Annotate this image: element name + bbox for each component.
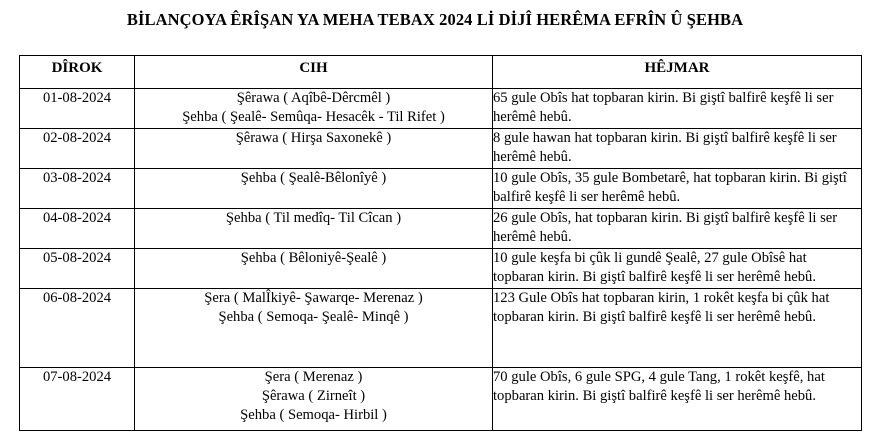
place-line: Şehba ( Bêloniyê-Şealê ) — [240, 250, 387, 266]
date-text: 07-08-2024 — [42, 369, 112, 385]
place-line: Şehba ( Şealê- Semûqa- Hesacêk - Til Rifet ) — [182, 109, 445, 125]
place-cell — [135, 89, 493, 129]
date-text: 06-08-2024 — [42, 290, 112, 306]
date-text: 04-08-2024 — [42, 210, 112, 226]
count-cell: 10 gule Obîs, 35 gule Bombetarê, hat topbaran kirin. Bi giştî balfirê keşfê li ser herêmê hebû. — [493, 169, 862, 209]
table-row — [20, 89, 862, 129]
count-cell: 65 gule Obîs hat topbaran kirin. Bi giştî balfirê keşfê li ser herêmê hebû. — [493, 89, 862, 129]
table-row — [20, 289, 862, 368]
place-cell — [135, 129, 493, 169]
place-cell — [135, 209, 493, 249]
header-date: DÎROK — [20, 56, 135, 89]
table-row — [20, 209, 862, 249]
place-line: Şêrawa ( Aqîbê-Dêrcmêl ) — [236, 90, 391, 106]
place-line: Şera ( Merenaz ) — [264, 369, 363, 385]
place-cell — [135, 368, 493, 431]
count-cell: 123 Gule Obîs hat topbaran kirin, 1 rokêt keşfa bi çûk hat topbaran kirin. Bi giştî balfirê keşfê li ser herêmê hebû. — [493, 289, 862, 368]
date-cell — [20, 129, 135, 169]
date-text: 05-08-2024 — [42, 250, 112, 266]
header-count: HÊJMAR — [493, 56, 862, 89]
table-row — [20, 169, 862, 209]
count-cell: 26 gule Obîs, hat topbaran kirin. Bi giştî balfirê keşfê li ser herêmê hebû. — [493, 209, 862, 249]
date-cell — [20, 289, 135, 368]
place-line: Şehba ( Semoqa- Şealê- Minqê ) — [218, 309, 409, 325]
date-text: 02-08-2024 — [42, 130, 112, 146]
count-cell: 10 gule keşfa bi çûk li gundê Şealê, 27 gule Obîsê hat topbaran kirin. Bi giştî balfirê keşfê li ser herêmê hebû. — [493, 249, 862, 289]
date-cell — [20, 249, 135, 289]
place-line: Şêrawa ( Zirneît ) — [261, 388, 366, 404]
report-table — [19, 55, 862, 431]
place-line: Şêrawa ( Hirşa Saxonekê ) — [235, 130, 392, 146]
place-line: Şera ( MalÎkiyê- Şawarqe- Merenaz ) — [204, 290, 423, 306]
table-row — [20, 368, 862, 431]
header-place: CIH — [135, 56, 493, 89]
date-cell — [20, 89, 135, 129]
count-cell: 8 gule hawan hat topbaran kirin. Bi giştî balfirê keşfê li ser herêmê hebû. — [493, 129, 862, 169]
table-header-row — [20, 56, 862, 89]
place-line: Şehba ( Til medîq- Til Cîcan ) — [225, 210, 402, 226]
date-cell — [20, 169, 135, 209]
date-cell — [20, 368, 135, 431]
place-cell — [135, 289, 493, 368]
document-title: BİLANÇOYA ÊRÎŞAN YA MEHA TEBAX 2024 Lİ DİJÎ HERÊMA EFRÎN Û ŞEHBA — [126, 10, 744, 29]
date-text: 03-08-2024 — [42, 170, 112, 186]
table-row — [20, 249, 862, 289]
date-text: 01-08-2024 — [42, 90, 112, 106]
place-cell — [135, 169, 493, 209]
count-cell: 70 gule Obîs, 6 gule SPG, 4 gule Tang, 1 rokêt keşfê, hat topbaran kirin. Bi giştî balfirê keşfê li ser herêmê hebû. — [493, 368, 862, 431]
place-cell — [135, 249, 493, 289]
place-line: Şehba ( Şealê-Bêlonîyê ) — [240, 170, 387, 186]
table-row — [20, 129, 862, 169]
date-cell — [20, 209, 135, 249]
place-line: Şehba ( Semoqa- Hirbil ) — [240, 407, 387, 423]
